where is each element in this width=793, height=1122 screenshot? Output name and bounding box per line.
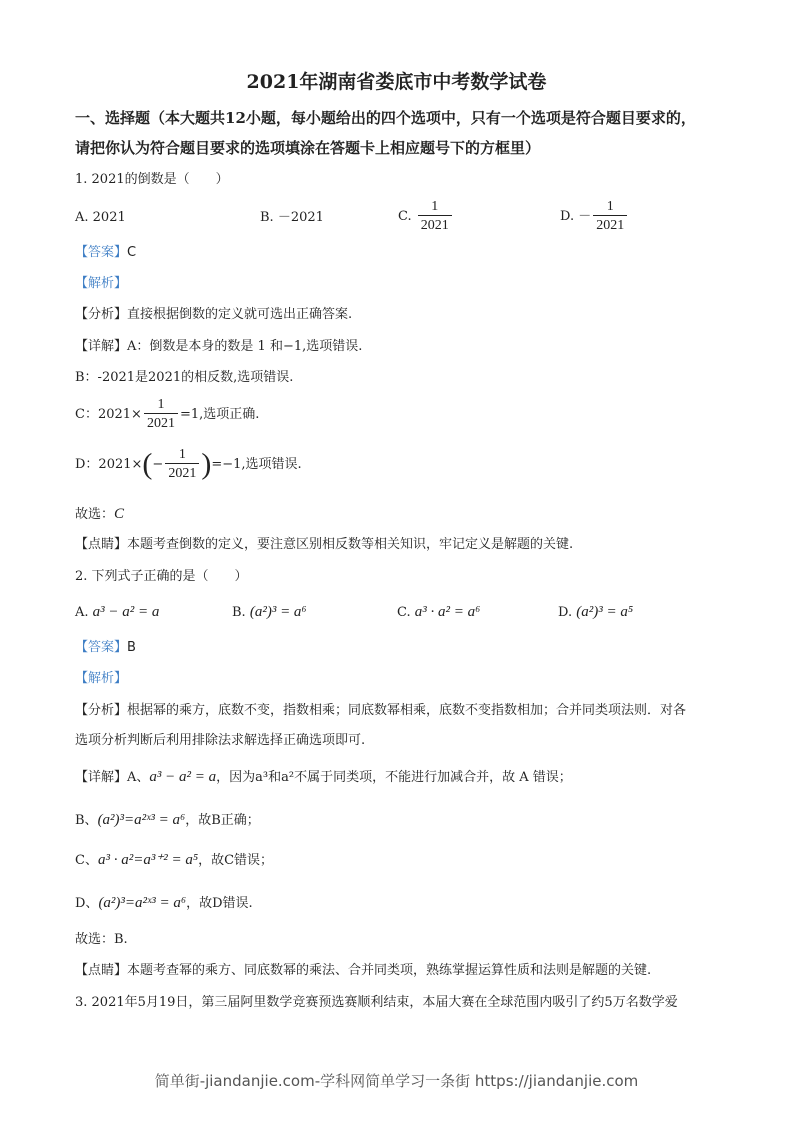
xiangjie-label: 【详解】 [75,339,128,354]
q2-guxuan: 故选：B. [75,932,128,947]
dianjing-text: 本题考查幂的乘方、同底数幂的乘法、合并同类项，熟练掌握运算性质和法则是解题的关键. [127,963,652,978]
page-title: 2021年湖南省娄底市中考数学试卷 [246,71,547,93]
left-paren: ( [142,447,153,481]
q1-options [75,199,725,242]
text: B、 [75,813,98,828]
text: 故选： [75,507,115,522]
denominator: 2021 [593,215,627,235]
xiangjie-label: 【详解】 [75,770,128,785]
dianjing-text: 本题考查倒数的定义，要注意区别相反数等相关知识，牢记定义是解题的关键. [127,537,574,552]
q1-option-b [260,208,324,228]
fraction [144,396,178,433]
option-label: D. [560,209,575,224]
dianjing-label: 【点睛】 [75,537,128,552]
q2-line-d [75,893,253,914]
q1-option-a: A. 2021 [75,210,126,225]
answer-label: 【答案】 [75,640,128,655]
q2-option-a [75,602,159,623]
q2-option-b [232,602,307,623]
q1-analysis-label: 【解析】 [75,276,128,291]
option-value: (a²)³ = a⁶ [249,604,307,620]
q2-options [75,602,725,626]
text: =1,选项正确. [179,407,260,422]
fenxi-text: 直接根据倒数的定义就可选出正确答案. [127,307,353,322]
option-label: C. [397,605,411,620]
xiangjie-text: A：倒数是本身的数是 1 和−1,选项错误. [127,339,363,354]
q1-fenxi [75,305,352,325]
option-value: a³ · a² = a⁶ [414,604,481,620]
option-value: a³ − a² = a [92,604,160,620]
text: D、 [75,896,99,911]
q1-guxuan [75,504,124,525]
math-expression: (a²)³=a²ˣ³ = a⁶ [98,895,187,911]
q2-answer [75,638,136,658]
answer-label: 【答案】 [75,245,128,260]
text: D：2021× [75,457,143,472]
text: A、 [127,770,150,785]
footer-watermark: 简单街-jiandanjie.com-学科网简单学习一条街 https://jiandanjie.com [154,1072,639,1090]
q1-line-b: B：-2021是2021的相反数,选项错误. [75,370,294,385]
q2-option-d [558,602,633,623]
fraction [165,446,199,483]
q1-option-c [398,198,454,235]
numerator: 1 [431,199,439,214]
q2-line-b [75,810,260,831]
q2-dianjing [75,961,651,981]
math-expression: a³ · a²=a³⁺² = a⁵ [97,852,199,868]
minus-sign: － [578,209,592,224]
q1-stem: 1. 2021的倒数是（ ） [75,172,229,187]
text: ，故B正确； [185,813,260,828]
denominator: 2021 [418,215,452,235]
text: C：2021× [75,407,142,422]
option-label: B. [260,210,274,225]
answer-value: B [127,640,136,655]
q1-option-d [560,198,629,235]
right-paren: ) [201,447,212,481]
q1-xiangjie [75,337,362,357]
fenxi-text: 根据幂的乘方，底数不变，指数相乘；同底数幂相乘，底数不变指数相加；合并同类项法则．对各 [127,703,687,718]
q2-line-c [75,850,273,871]
q2-fenxi [75,701,686,721]
section-heading-line1: 一、选择题（本大题共12小题，每小题给出的四个选项中，只有一个选项是符合题目要求的， [75,109,696,127]
q2-stem: 2. 下列式子正确的是（ ） [75,569,248,584]
math-expression: a³ − a² = a [149,769,217,785]
option-label: D. [558,605,573,620]
q2-option-c [397,602,480,623]
option-value: (a²)³ = a⁵ [576,604,634,620]
text: =−1,选项错误. [211,457,302,472]
numerator: 1 [178,447,186,462]
answer-value: C [114,506,125,522]
option-label: C. [398,209,412,224]
fraction [593,198,627,235]
q1-line-c [75,396,259,433]
text: ，因为a³和a²不属于同类项，不能进行加减合并，故 A 错误； [216,770,572,785]
q1-line-d [75,446,302,483]
fraction [418,198,452,235]
q1-dianjing [75,535,573,555]
numerator: 1 [157,397,165,412]
minus-sign: − [152,457,164,472]
fenxi-label: 【分析】 [75,307,128,322]
dianjing-label: 【点睛】 [75,963,128,978]
text: ，故D错误. [186,896,253,911]
text: C、 [75,853,98,868]
q2-xiangjie [75,767,572,788]
denominator: 2021 [165,463,199,483]
numerator: 1 [606,199,614,214]
q2-analysis-label: 【解析】 [75,671,128,686]
answer-value: C [127,245,137,260]
option-label: A. [75,605,89,620]
option-value: －2021 [277,210,324,225]
denominator: 2021 [144,413,178,433]
q3-stem: 3. 2021年5月19日，第三届阿里数学竞赛预选赛顺利结束，本届大赛在全球范围内吸引了约5万名数学爱 [75,995,678,1010]
fenxi-label: 【分析】 [75,703,128,718]
q2-fenxi-line2: 选项分析判断后利用排除法求解选择正确选项即可. [75,733,366,748]
math-expression: (a²)³=a²ˣ³ = a⁶ [97,812,186,828]
section-heading-line2: 请把你认为符合题目要求的选项填涂在答题卡上相应题号下的方框里） [75,139,541,157]
option-label: B. [232,605,246,620]
text: ，故C错误； [198,853,274,868]
q1-answer [75,243,136,263]
